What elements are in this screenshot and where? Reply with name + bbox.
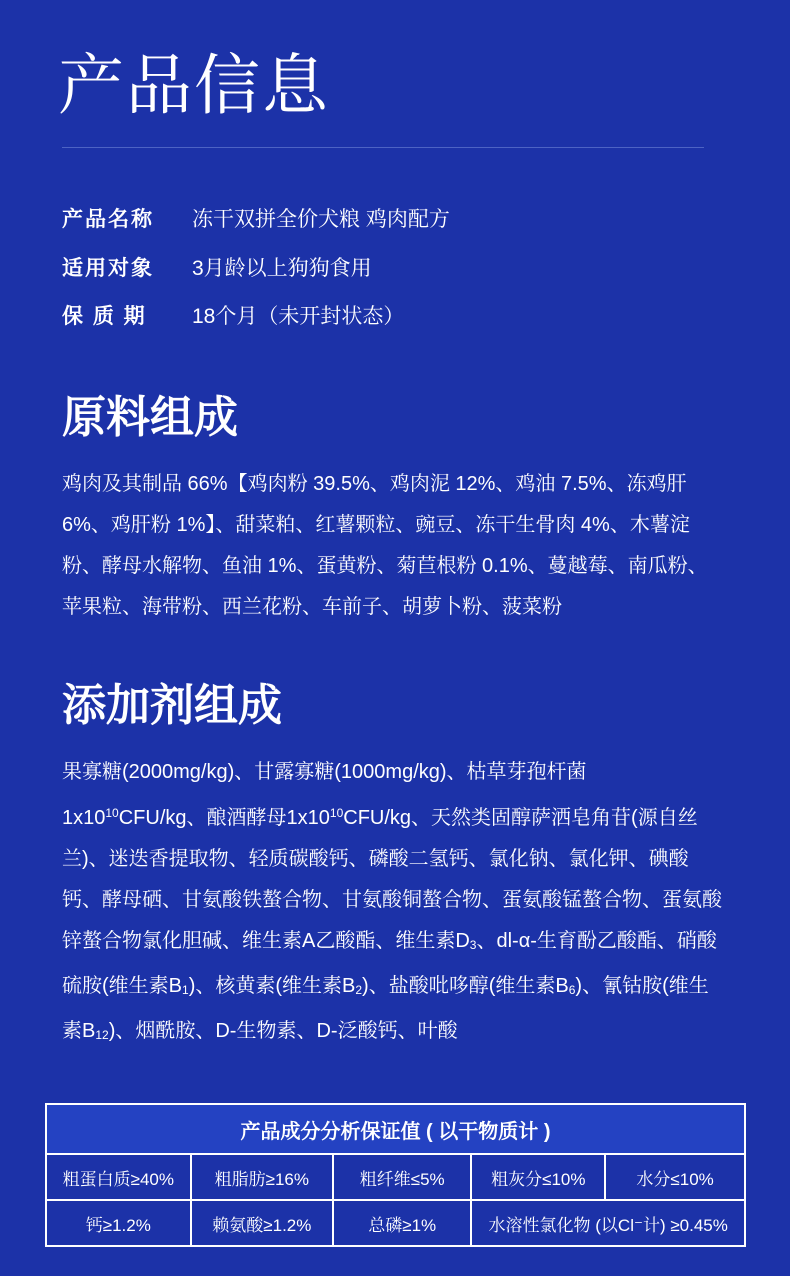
table-row [46, 1154, 745, 1200]
table-cell: 粗纤维≤5% [333, 1154, 471, 1200]
info-value: 冻干双拼全价犬粮 鸡肉配方 [192, 208, 450, 231]
table-header: 产品成分分析保证值 ( 以干物质计 ) [46, 1104, 745, 1154]
exponent: 10 [329, 806, 344, 820]
exponent: 10 [105, 806, 119, 820]
info-value: 18个月（未开封状态） [192, 305, 405, 328]
info-label: 保 质 期 [62, 305, 147, 328]
table-cell: 水分≤10% [605, 1154, 745, 1200]
table-cell: 赖氨酸≥1.2% [191, 1200, 333, 1246]
table-header-row [46, 1104, 745, 1154]
subscript: 1 [182, 983, 189, 997]
info-label: 产品名称 [62, 208, 154, 231]
subscript: 12 [95, 1028, 109, 1042]
info-row-product-name [62, 203, 450, 233]
table-row [46, 1200, 745, 1246]
info-row-shelf-life [62, 300, 404, 330]
additives-text-part: 、dl-α-生育酚乙酸酯、硝酸硫胺(维生素B [62, 930, 717, 997]
page-title: 产品信息 [58, 48, 330, 122]
ingredients-text: 鸡肉及其制品 66%【鸡肉粉 39.5%、鸡肉泥 12%、鸡油 7.5%、冻鸡肝 6%、鸡肝粉 1%】、甜菜粕、红薯颗粒、豌豆、冻干生骨肉 4%、木薯淀粉、酵母水解物、鱼油 1%、蛋黄粉、菊苣根粉 0.1%、蔓越莓、南瓜粉、苹果粒、海带粉、西兰花粉、车前子、胡萝卜粉、菠菜粉 [62, 473, 708, 618]
table-cell: 水溶性氯化物 (以Cl⁻计) ≥0.45% [471, 1200, 745, 1246]
additives-text [62, 752, 726, 1056]
additives-title: 添加剂组成 [62, 681, 282, 730]
additives-text-part: CFU/kg、天然类固醇萨洒皂角苷(源自丝兰)、迷迭香提取物、轻质碳酸钙、磷酸二氢钙、氯化钠、氯化钾、碘酸钙、酵母硒、甘氨酸铁螯合物、甘氨酸铜螯合物、蛋氨酸锰螯合物、蛋氨酸锌螯合物氯化胆碱、维生素A乙酸酯、维生素D [62, 807, 722, 952]
additives-text-part: )、核黄素(维生素B [188, 975, 356, 997]
info-label: 适用对象 [62, 257, 154, 280]
subscript: 6 [568, 983, 576, 997]
subscript: 3 [469, 938, 477, 952]
subscript: 2 [355, 983, 363, 997]
info-value: 3月龄以上狗狗食用 [192, 257, 372, 280]
additives-text-part: CFU/kg、酿酒酵母1x10 [118, 807, 330, 829]
additives-text-part: )、盐酸吡哆醇(维生素B [362, 975, 569, 997]
additives-text-part: 果寡糖(2000mg/kg)、甘露寡糖(1000mg/kg)、枯草芽孢杆菌 1x10 [62, 761, 587, 829]
table-cell: 粗脂肪≥16% [191, 1154, 333, 1200]
additives-text-part: )、氰钴胺(维生素B [62, 975, 709, 1042]
table-cell: 总磷≥1% [333, 1200, 471, 1246]
table-cell: 钙≥1.2% [46, 1200, 191, 1246]
ingredients-title: 原料组成 [62, 393, 238, 442]
analysis-table [45, 1103, 746, 1247]
title-divider [62, 147, 704, 148]
additives-text-part: )、烟酰胺、D-生物素、D-泛酸钙、叶酸 [108, 1020, 458, 1042]
table-cell: 粗蛋白质≥40% [46, 1154, 191, 1200]
info-row-target [62, 252, 372, 282]
table-cell: 粗灰分≤10% [471, 1154, 605, 1200]
